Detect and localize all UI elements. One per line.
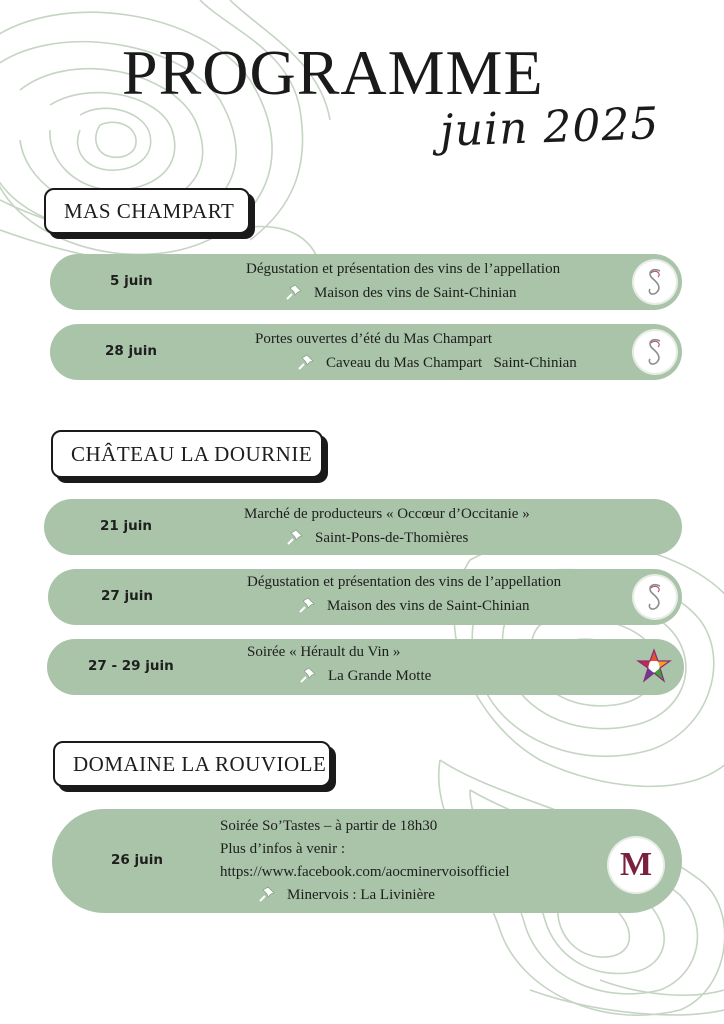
event-location	[298, 354, 577, 372]
event-date: 27 juin	[101, 588, 153, 604]
minervois-logo-letter: M	[619, 846, 653, 883]
event-location	[300, 667, 431, 685]
event-title: Dégustation et présentation des vins de l’appellation	[247, 574, 562, 590]
saint-chinian-logo	[634, 331, 676, 373]
saint-chinian-logo	[634, 576, 676, 618]
event-row	[50, 254, 682, 310]
event-location	[299, 597, 530, 615]
pushpin-icon	[300, 667, 318, 683]
pushpin-icon	[299, 597, 317, 613]
herault-star-logo	[633, 646, 675, 688]
event-location-text: Caveau du Mas Champart Saint-Chinian	[326, 355, 577, 371]
event-row	[47, 639, 684, 695]
event-title: Portes ouvertes d’été du Mas Champart	[255, 331, 493, 347]
event-row	[50, 324, 682, 380]
event-row	[44, 499, 682, 555]
event-date: 28 juin	[105, 343, 157, 359]
event-date: 26 juin	[111, 852, 163, 868]
event-title: Marché de producteurs « Occœur d’Occitanie »	[244, 506, 530, 522]
pushpin-icon	[287, 529, 305, 545]
section-label-chateau-la-dournie: CHÂTEAU LA DOURNIE	[51, 430, 323, 478]
minervois-logo	[609, 838, 663, 892]
event-date: 27 - 29 juin	[88, 658, 174, 674]
event-location	[259, 886, 435, 904]
pushpin-icon	[286, 284, 304, 300]
page-title: PROGRAMME	[122, 37, 544, 108]
event-location	[287, 529, 468, 547]
event-location	[286, 284, 517, 302]
event-date: 21 juin	[100, 518, 152, 534]
saint-chinian-logo	[634, 261, 676, 303]
section-label-domaine-la-rouviole: DOMAINE LA ROUVIOLE	[53, 741, 331, 787]
pushpin-icon	[259, 886, 277, 902]
event-location-text: Saint-Pons-de-Thomières	[315, 530, 469, 546]
page-subtitle: juin 2025	[439, 98, 661, 157]
event-row	[52, 809, 682, 913]
event-title: Soirée « Hérault du Vin »	[247, 644, 401, 660]
event-row	[48, 569, 682, 625]
event-location-text: Maison des vins de Saint-Chinian	[314, 285, 517, 301]
event-url-link[interactable]: https://www.facebook.com/aocminervoisofficiel	[220, 864, 510, 880]
pushpin-icon	[298, 354, 316, 370]
section-label-mas-champart: MAS CHAMPART	[44, 188, 250, 234]
event-location-text: Minervois : La Livinière	[287, 887, 435, 903]
event-title: Dégustation et présentation des vins de l’appellation	[246, 261, 561, 277]
event-title: Soirée So’Tastes – à partir de 18h30	[220, 818, 438, 834]
event-location-text: Maison des vins de Saint-Chinian	[327, 598, 530, 614]
event-date: 5 juin	[110, 273, 153, 289]
event-info: Plus d’infos à venir :	[220, 841, 345, 857]
event-location-text: La Grande Motte	[328, 668, 432, 684]
